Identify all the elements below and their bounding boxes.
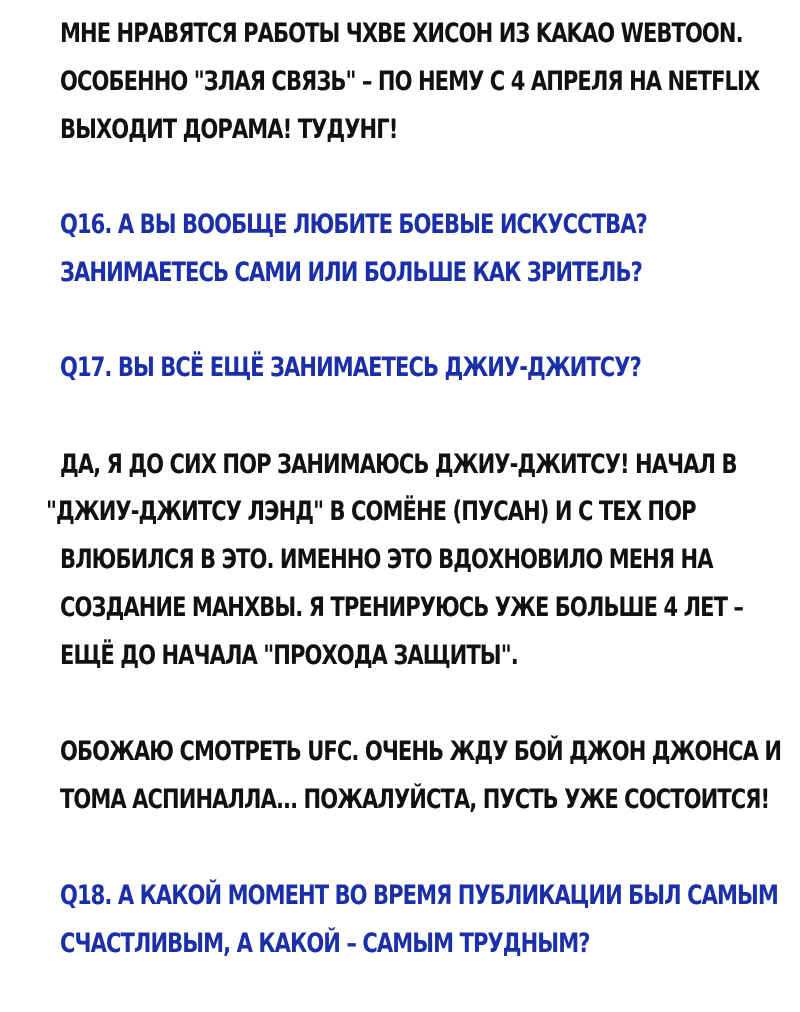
question-line: Q17. ВЫ ВСЁ ЕЩЁ ЗАНИМАЕТЕСЬ ДЖИУ-ДЖИТСУ? [60, 352, 641, 383]
text-line: ОБОЖАЮ СМОТРЕТЬ UFC. ОЧЕНЬ ЖДУ БОЙ ДЖОН ДЖОНСА И [60, 736, 782, 767]
text-line: ВЫХОДИТ ДОРАМА! ТУДУНГ! [60, 114, 398, 145]
question-line: Q16. А ВЫ ВООБЩЕ ЛЮБИТЕ БОЕВЫЕ ИСКУССТВА? [60, 209, 647, 240]
text-line: МНЕ НРАВЯТСЯ РАБОТЫ ЧХВЕ ХИСОН ИЗ KAKAO WEBTOON. [60, 18, 743, 49]
text-line: "ДЖИУ-ДЖИТСУ ЛЭНД" В СОМЁНЕ (ПУСАН) И С ТЕХ ПОР [46, 496, 696, 527]
text-line: ЕЩЁ ДО НАЧАЛА "ПРОХОДА ЗАЩИТЫ". [60, 640, 518, 671]
text-line: ТОМА АСПИНАЛЛА... ПОЖАЛУЙСТА, ПУСТЬ УЖЕ СОСТОИТСЯ! [60, 784, 770, 815]
text-line: ДА, Я ДО СИХ ПОР ЗАНИМАЮСЬ ДЖИУ-ДЖИТСУ! НАЧАЛ В [60, 449, 737, 480]
question-line: Q18. А КАКОЙ МОМЕНТ ВО ВРЕМЯ ПУБЛИКАЦИИ БЫЛ САМЫМ [60, 880, 778, 911]
question-line: ЗАНИМАЕТЕСЬ САМИ ИЛИ БОЛЬШЕ КАК ЗРИТЕЛЬ? [60, 257, 642, 288]
text-line: ОСОБЕННО "ЗЛАЯ СВЯЗЬ" – ПО НЕМУ С 4 АПРЕЛЯ НА NETFLIX [60, 66, 760, 97]
text-line: ВЛЮБИЛСЯ В ЭТО. ИМЕННО ЭТО ВДОХНОВИЛО МЕНЯ НА [60, 544, 713, 575]
question-line: СЧАСТЛИВЫМ, А КАКОЙ – САМЫМ ТРУДНЫМ? [60, 928, 590, 959]
text-line: СОЗДАНИЕ МАНХВЫ. Я ТРЕНИРУЮСЬ УЖЕ БОЛЬШЕ 4 ЛЕТ – [60, 592, 744, 623]
